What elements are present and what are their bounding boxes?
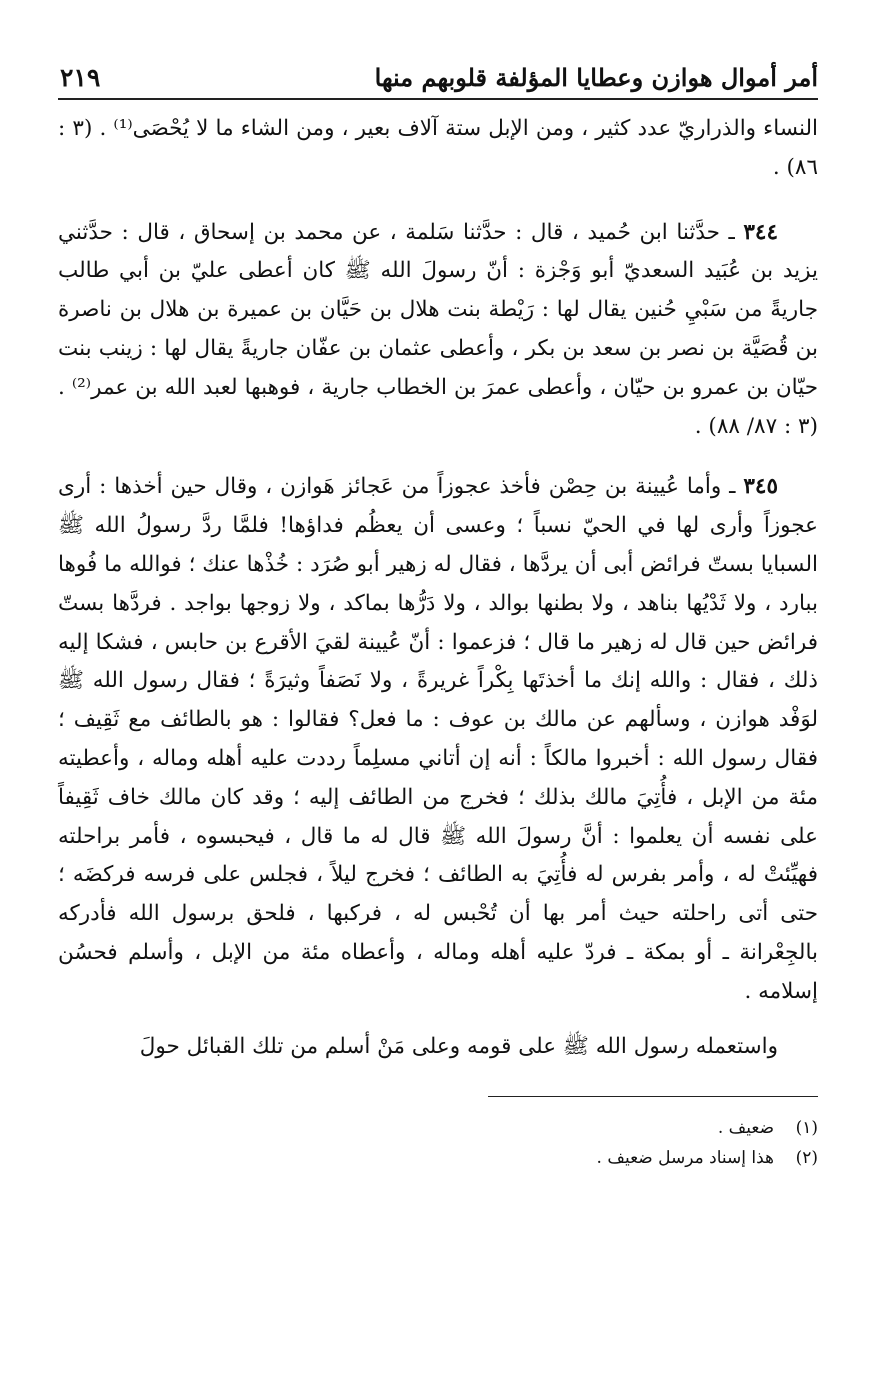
- footnotes: [58, 1113, 818, 1173]
- page-header: [58, 56, 818, 100]
- footnote-2: [58, 1143, 818, 1173]
- footnote-text: ضعيف .: [717, 1118, 774, 1139]
- paragraph-continued: واستعمله رسول الله ﷺ على قومه وعلى مَنْ أسلم من تلك القبائل حولَ: [139, 1033, 778, 1059]
- running-title: أمر أموال هوازن وعطايا المؤلفة قلوبهم منها: [374, 63, 818, 92]
- paragraph-intro: النساء والذراريّ عدد كثير ، ومن الإبل ستة آلاف بعير ، ومن الشاء ما لا يُحْصَى⁽¹⁾ . (٣ : ٨٦) .: [58, 116, 819, 180]
- body-text: [58, 110, 818, 1066]
- paragraph-344: [58, 214, 818, 447]
- paragraph-number: ٣٤٥: [743, 474, 778, 500]
- footnote-text: هذا إسناد مرسل ضعيف .: [596, 1148, 774, 1169]
- paragraph-text: ـ وأما عُيينة بن حِصْن فأخذ عجوزاً من عَجائز هَوازن ، وقال حين أخذها : أرى عجوزاً وأرى لها في الحيّ نسباً ؛ وعسى أن يعظُم فداؤها! فلمَّا ردَّ رسولُ الله ﷺ السبايا بستّ فرائض أبى أن يردَّها ، فقال له زهير أبو صُرَد : خُذْها عنك ؛ فوالله ما فُوها ببارد ، ولا ثَدْيُها بناهد ، ولا بطنها بوالد ، ولا دَرُّها بماكد ، ولا زوجها بواجد . فردَّها بستّ فرائض حين قال له زهير ما قال ؛ فزعموا : أنّ عُيينة لقيَ الأقرع بن حابس ، فشكا إليه ذلك ، فقال : والله إنك ما أخذتَها بِكْراً غريرةً ، ولا نَصَفاً وثيرَةً ؛ فقال رسول الله ﷺ لوَفْد هوازن ، وسألهم عن مالك بن عوف : ما فعل؟ فقالوا : هو بالطائف مع ثَقِيف ؛ فقال رسول الله : أخبروا مالكاً : أنه إن أتاني مسلِماً رددت عليه أهله وماله ، وأعطيته مئة من الإبل ، فأُتِيَ مالك بذلك ؛ فخرج من الطائف إليه ؛ وقد كان مالك خاف ثَقِيفاً على نفسه أن يعلموا : أنَّ رسولَ الله ﷺ قال له ما قال ، فيحبسوه ، فأمر براحلته فهيِّئتْ له ، وأمر بفرس له فأُتِيَ به الطائف ؛ فخرج ليلاً ، فجلس على فرسه فركضَه ؛ حتى أتى راحلته حيث أمر بها أن تُحْبس له ، فركبها ، فلحق برسول الله فأدركه بالجِعْرانة ـ أو بمكة ـ فردّ عليه أهله وماله ، وأعطاه مئة من الإبل ، وأسلم فحسُن إسلامه .: [58, 474, 818, 1004]
- book-page: [58, 56, 818, 1336]
- paragraph-number: ٣٤٤: [743, 219, 778, 245]
- footnote-marker: (١): [795, 1118, 818, 1139]
- footnote-marker: (٢): [795, 1148, 818, 1169]
- paragraph-text: ـ حدَّثنا ابن حُميد ، قال : حدَّثنا سَلمة ، عن محمد بن إسحاق ، قال : حدَّثني يزيد بن عُبَيد السعديّ أبو وَجْزة : أنّ رسولَ الله ﷺ كان أعطى عليّ بن أبي طالب جاريةً من سَبْيِ حُنين يقال لها : رَيْطة بنت هلال بن حَيَّان بن عميرة بن هلال بن ناصرة بن قُصَيَّة بن نصر بن سعد بن بكر ، وأعطى عثمان بن عفّان جاريةً يقال لها : زينب بنت حيّان بن عمرو بن حيّان ، وأعطى عمرَ بن الخطاب جارية ، فوهبها لعبد الله بن عمر⁽²⁾ . (٣ : ٨٧/ ٨٨) .: [58, 219, 818, 439]
- footnote-divider: [488, 1096, 818, 1097]
- paragraph-345: [58, 468, 818, 1011]
- page-number: ٢١٩: [60, 63, 101, 92]
- footnote-1: [58, 1113, 818, 1143]
